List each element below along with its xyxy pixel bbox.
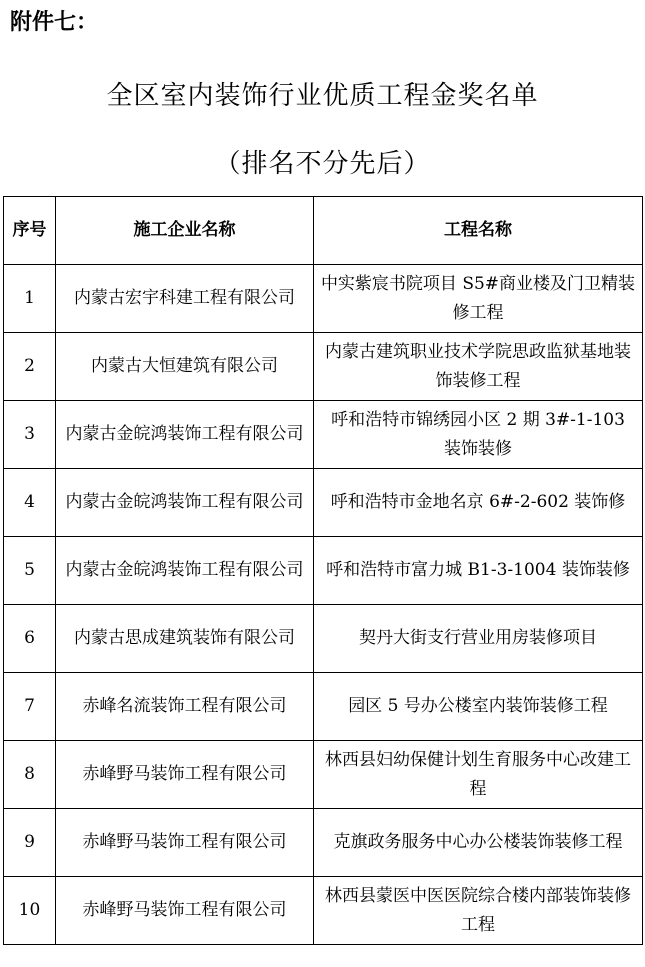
company-name: 赤峰名流装饰工程有限公司 [56,673,314,741]
row-number: 10 [4,877,56,945]
awards-table [3,196,643,945]
project-name: 林西县蒙医中医医院综合楼内部装饰装修工程 [314,877,643,945]
project-name: 呼和浩特市金地名京 6#-2-602 装饰修 [314,469,643,537]
row-number: 4 [4,469,56,537]
header-no: 序号 [4,197,56,265]
document-subtitle: （排名不分先后） [214,149,431,179]
table-row [4,809,643,877]
row-number: 9 [4,809,56,877]
row-number: 8 [4,741,56,809]
company-name: 内蒙古金皖鸿装饰工程有限公司 [56,537,314,605]
row-number: 5 [4,537,56,605]
project-name: 契丹大街支行营业用房装修项目 [314,605,643,673]
table-row [4,741,643,809]
table-row [4,537,643,605]
header-project: 工程名称 [314,197,643,265]
header-company: 施工企业名称 [56,197,314,265]
project-name: 呼和浩特市锦绣园小区 2 期 3#-1-103 装饰装修 [314,401,643,469]
company-name: 赤峰野马装饰工程有限公司 [56,741,314,809]
table-row [4,265,643,333]
table-row [4,333,643,401]
company-name: 内蒙古金皖鸿装饰工程有限公司 [56,401,314,469]
document-title: 全区室内装饰行业优质工程金奖名单 [106,81,539,111]
company-name: 内蒙古宏宇科建工程有限公司 [56,265,314,333]
project-name: 呼和浩特市富力城 B1-3-1004 装饰装修 [314,537,643,605]
project-name: 园区 5 号办公楼室内装饰装修工程 [314,673,643,741]
row-number: 1 [4,265,56,333]
table-row [4,401,643,469]
table-row [4,469,643,537]
company-name: 内蒙古金皖鸿装饰工程有限公司 [56,469,314,537]
row-number: 7 [4,673,56,741]
project-name: 林西县妇幼保健计划生育服务中心改建工程 [314,741,643,809]
project-name: 中实紫宸书院项目 S5#商业楼及门卫精装修工程 [314,265,643,333]
table-row [4,877,643,945]
company-name: 赤峰野马装饰工程有限公司 [56,877,314,945]
company-name: 赤峰野马装饰工程有限公司 [56,809,314,877]
row-number: 2 [4,333,56,401]
table-row [4,673,643,741]
row-number: 3 [4,401,56,469]
table-header-row [4,197,643,265]
row-number: 6 [4,605,56,673]
attachment-label: 附件七： [10,10,99,35]
company-name: 内蒙古大恒建筑有限公司 [56,333,314,401]
company-name: 内蒙古思成建筑装饰有限公司 [56,605,314,673]
project-name: 克旗政务服务中心办公楼装饰装修工程 [314,809,643,877]
table-row [4,605,643,673]
project-name: 内蒙古建筑职业技术学院思政监狱基地装饰装修工程 [314,333,643,401]
